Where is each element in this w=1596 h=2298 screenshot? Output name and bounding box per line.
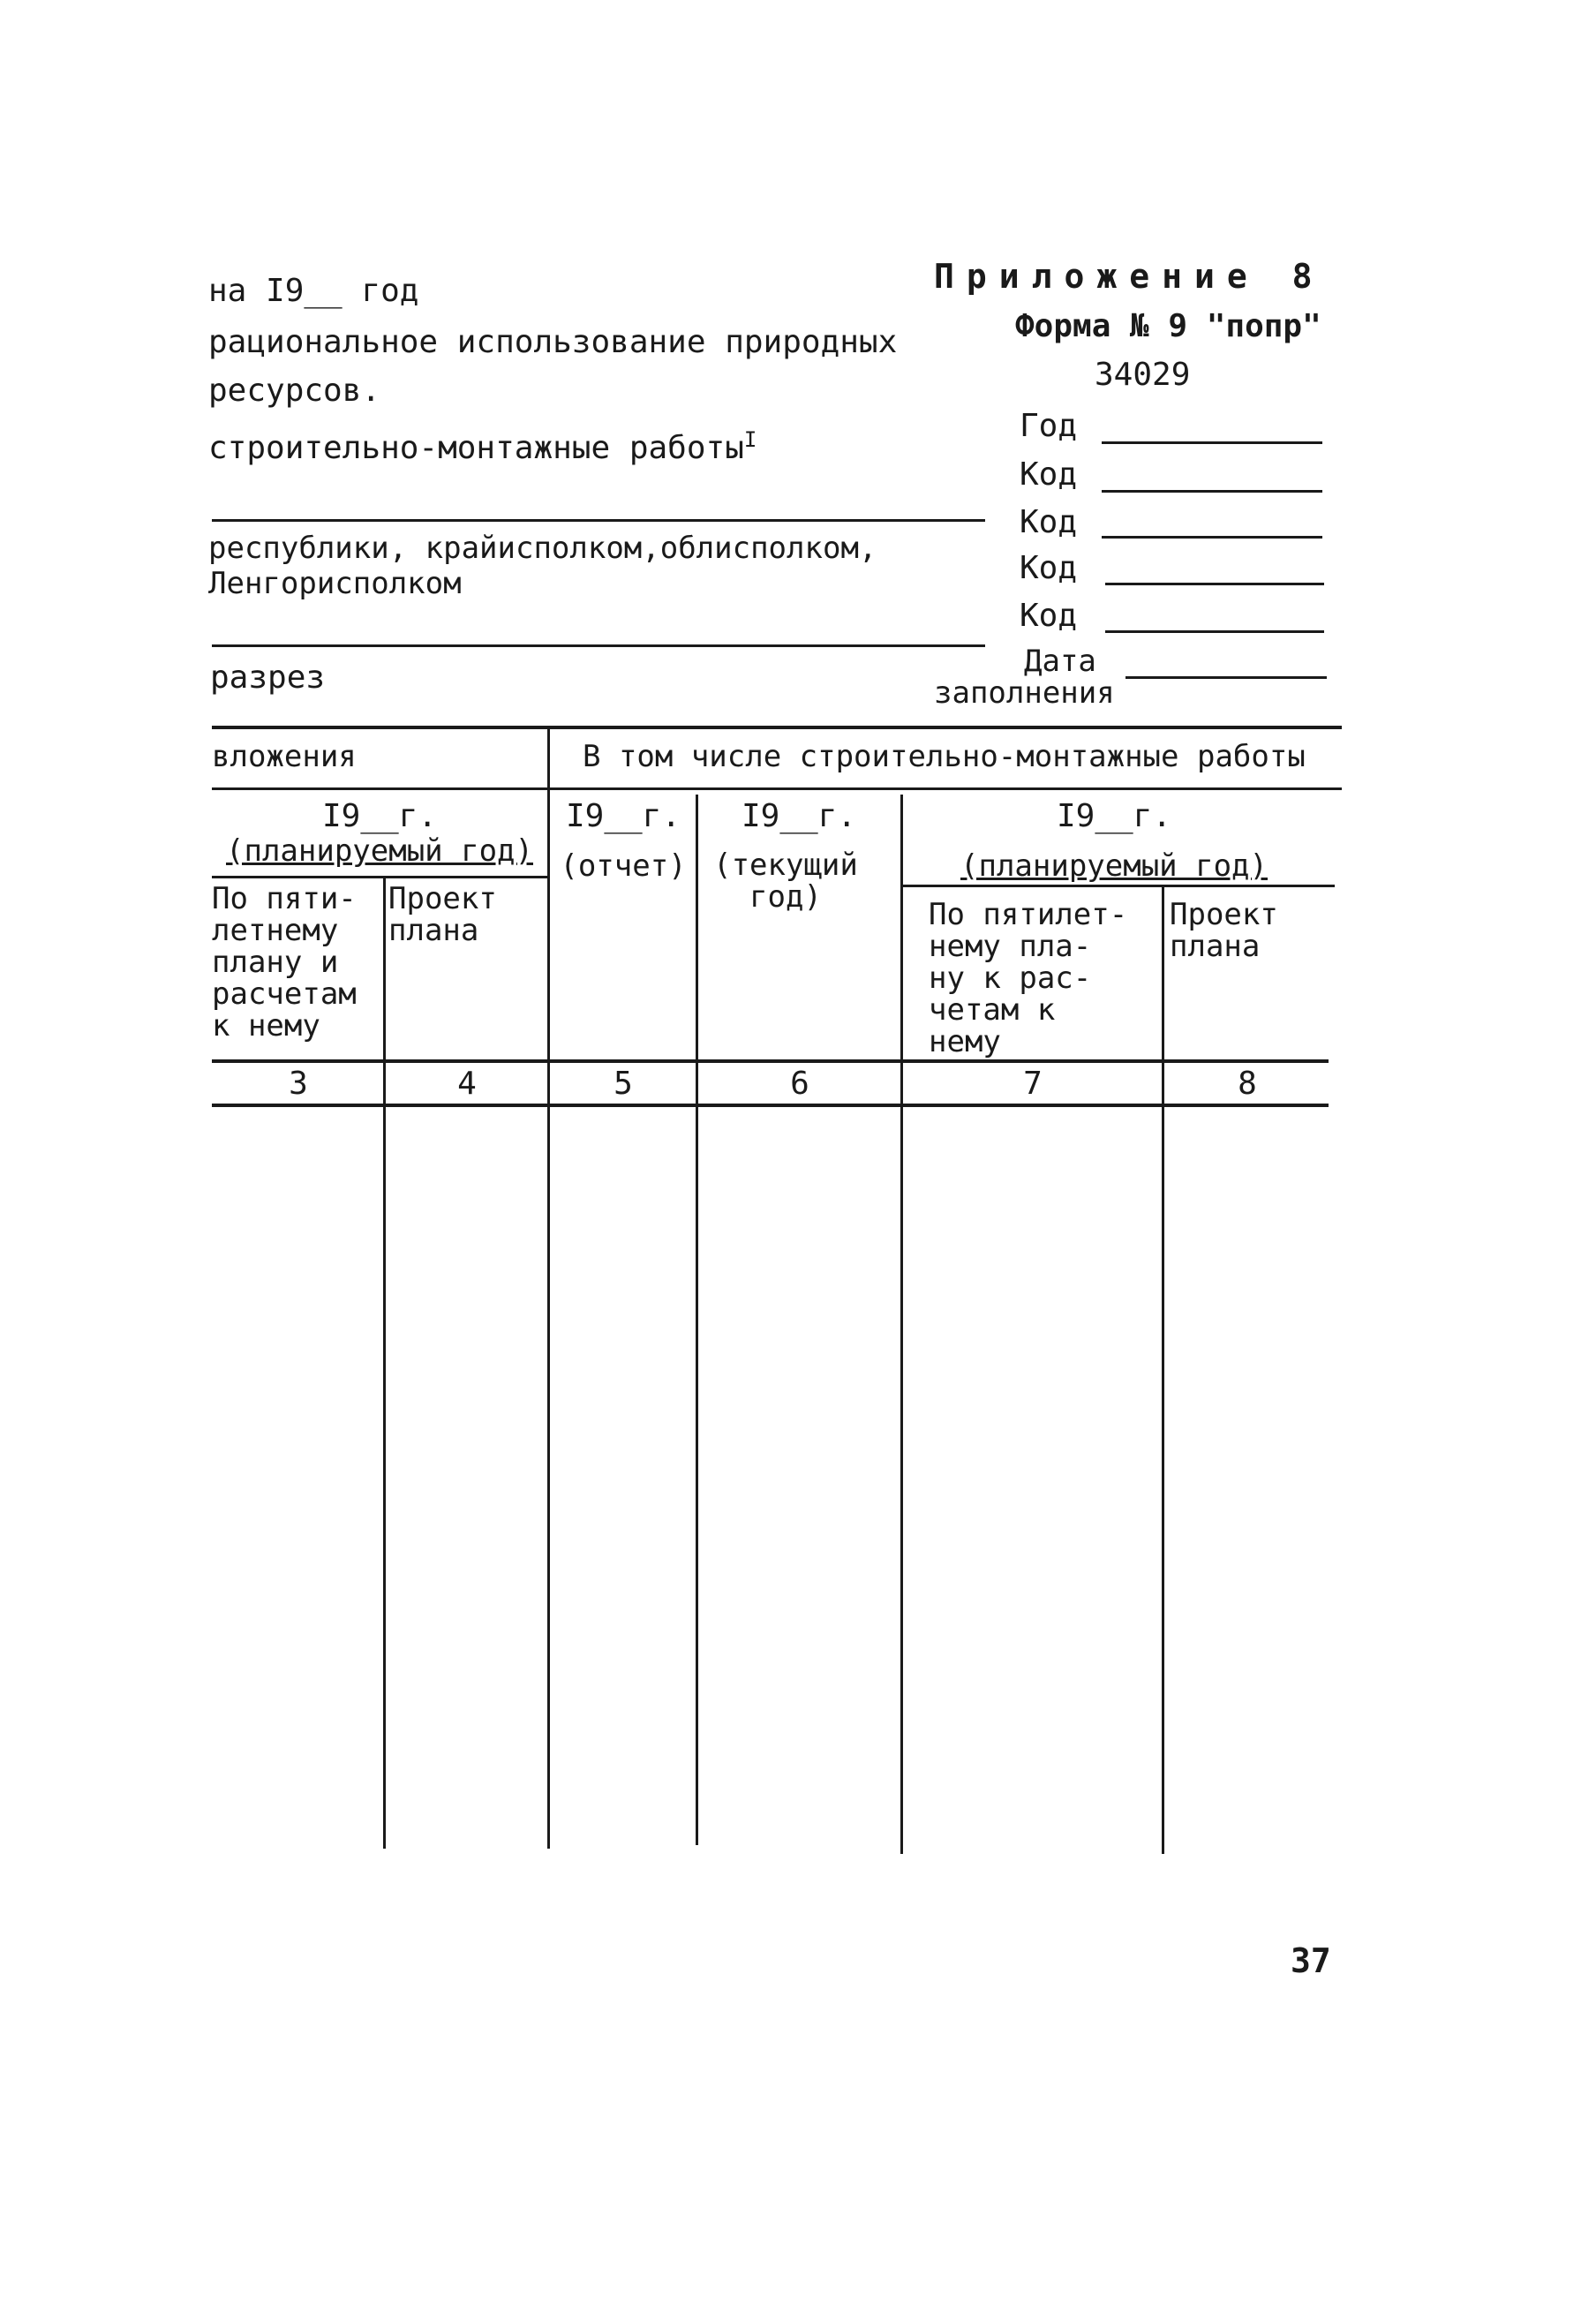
date-label: Дата — [1024, 644, 1096, 679]
title-line-3-text: строительно-монтажные работы — [208, 430, 744, 466]
field-code-blank-4 — [1105, 630, 1324, 633]
col-number-6: 6 — [790, 1066, 809, 1102]
year-b-sub: (отчет) — [560, 848, 687, 884]
col-number-7: 7 — [1023, 1066, 1043, 1102]
year-c-sub: (текущий год) — [713, 848, 858, 915]
form-code: 34029 — [1095, 357, 1191, 393]
title-line-1: рациональное использование природных — [208, 324, 898, 360]
field-year-blank — [1102, 441, 1322, 444]
col-number-5: 5 — [614, 1066, 633, 1102]
table-head-left: вложения — [212, 739, 357, 774]
year-a: I9__г. — [321, 798, 438, 834]
field-year-label: Год — [1020, 408, 1078, 444]
vline-col7-8 — [1162, 886, 1164, 1854]
plan-year-line: на I9__ год — [208, 273, 419, 309]
field-code-blank-1 — [1102, 490, 1322, 493]
subhead-rule-right — [902, 885, 1335, 887]
vline-col5-6 — [696, 795, 698, 1845]
year-a-sub: (планируемый год) — [226, 833, 533, 869]
subhead-rule-left — [212, 876, 549, 878]
col-number-3: 3 — [289, 1066, 308, 1102]
section-blank-line — [212, 644, 985, 647]
footnote-mark: I — [743, 427, 757, 452]
col-number-8: 8 — [1238, 1066, 1257, 1102]
field-code-label-3: Код — [1020, 550, 1078, 586]
appendix-title: Приложение 8 — [934, 257, 1325, 296]
field-code-blank-2 — [1102, 536, 1322, 539]
col8-header: Проект плана — [1170, 897, 1278, 964]
year-c: I9__г. — [741, 798, 857, 834]
title-line-2: ресурсов. — [208, 373, 381, 409]
field-code-label-4: Код — [1020, 598, 1078, 634]
date-label-2: заполнения — [934, 675, 1115, 711]
title-line-3 — [208, 422, 757, 466]
vline-col4-5 — [547, 787, 550, 1849]
field-code-blank-3 — [1105, 583, 1324, 585]
col7-header: По пятилет- нему пла- ну к рас- четам к нему — [929, 897, 1128, 1059]
org-caption-2: Ленгорисполком — [208, 566, 462, 601]
field-code-label-1: Код — [1020, 456, 1078, 493]
section-caption: разрез — [210, 659, 326, 696]
col3-header: По пяти- летнему плану и расчетам к нему — [212, 881, 357, 1044]
year-b: I9__г. — [565, 798, 681, 834]
field-code-label-2: Код — [1020, 504, 1078, 540]
col-number-4: 4 — [457, 1066, 477, 1102]
table-top-rule — [212, 726, 1342, 729]
year-d-sub: (планируемый год) — [960, 848, 1268, 884]
table-head-rule — [212, 787, 1342, 790]
page-number: 37 — [1291, 1941, 1331, 1980]
org-blank-line — [212, 519, 985, 522]
vline-head-split — [547, 726, 550, 789]
vline-col3-4 — [383, 876, 386, 1849]
year-d: I9__г. — [1056, 798, 1172, 834]
date-blank — [1125, 676, 1327, 679]
vline-col6-7 — [900, 795, 903, 1854]
form-number: Форма № 9 "попр" — [1015, 308, 1321, 344]
table-head-right: В том числе строительно-монтажные работы — [583, 739, 1306, 774]
col4-header: Проект плана — [388, 881, 497, 948]
org-caption-1: республики, крайисполком,облисполком, — [208, 531, 877, 566]
